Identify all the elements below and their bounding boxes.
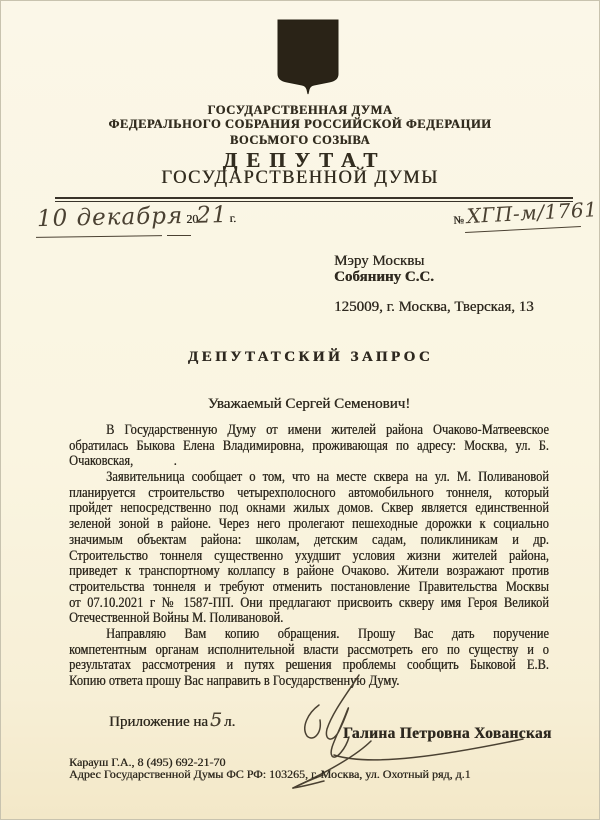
deputy-title-line1: ДЕПУТАТ bbox=[222, 148, 387, 172]
footer-contact: Карауш Г.А., 8 (495) 692-21-70 bbox=[69, 755, 226, 769]
body-line: Направляю Вам копию обращения. Прошу Вас дать поручение bbox=[105, 625, 549, 642]
body-line: строительства тоннеля и требуют отменить постановление Правительства Москвы bbox=[69, 578, 549, 595]
body-line: зеленой зоной в районе. Через него пролегают пешеходные дорожки к социально bbox=[69, 516, 549, 533]
header-divider-rule bbox=[55, 197, 573, 202]
org-name-line2: ФЕДЕРАЛЬНОГО СОБРАНИЯ РОССИЙСКОЙ ФЕДЕРАЦИИ bbox=[108, 117, 492, 131]
body-line: пройдет непосредственно под окнами жилых домов. Сквер является единственной bbox=[69, 500, 549, 517]
body-line: компетентным органам исполнительной власти рассмотреть его по существу и о bbox=[69, 641, 549, 658]
org-name-line3: ВОСЬМОГО СОЗЫВА bbox=[229, 133, 371, 147]
duma-emblem-shield bbox=[277, 19, 339, 97]
handwritten-page-count: 5 bbox=[209, 709, 223, 731]
footer-address: Адрес Государственной Думы ФС РФ: 103265, г. Москва, ул. Охотный ряд, д.1 bbox=[69, 767, 471, 781]
salutation: Уважаемый Сергей Семенович! bbox=[207, 396, 411, 412]
printed-year-prefix: 20 bbox=[186, 211, 199, 226]
handwritten-date: 10 декабря bbox=[36, 203, 184, 233]
attachment-suffix: л. bbox=[224, 714, 236, 730]
body-line: результатах рассмотрения и путях решения проблемы сообщить Быковой Е.В. bbox=[69, 657, 549, 674]
handwritten-year: 21 bbox=[195, 202, 228, 229]
deputy-title-line2: ГОСУДАРСТВЕННОЙ ДУМЫ bbox=[161, 168, 439, 188]
body-line: Строительство тоннеля существенно ухудшит условия жизни жителей района, bbox=[69, 547, 549, 564]
recipient-title: Мэру Москвы bbox=[334, 253, 425, 269]
number-sign-label: № bbox=[452, 214, 465, 227]
year-underline bbox=[167, 235, 191, 236]
body-line: В Государственную Думу от имени жителей района Очаково-Матвеевское bbox=[105, 422, 549, 438]
printed-year-suffix: г. bbox=[229, 210, 237, 226]
subject-title: ДЕПУТАТСКИЙ ЗАПРОС bbox=[187, 349, 434, 365]
signer-name: Галина Петровна Хованская bbox=[343, 725, 552, 742]
body-line: от 07.10.2021 г № 1587-ПП. Они предлагают присвоить скверу имя Героя Великой bbox=[69, 594, 549, 611]
body-line: Копию ответа прошу Вас направить в Государственную Думу. bbox=[69, 673, 400, 689]
body-line: планируется строительство четырехполосного автомобильного тоннеля, который bbox=[69, 484, 549, 501]
body-line: значимым объектам района: школам, детским садам, поликлиникам и др. bbox=[69, 531, 549, 548]
body-line: Отечественной Войны М. Поливановой. bbox=[69, 610, 284, 627]
recipient-address: 125009, г. Москва, Тверская, 13 bbox=[334, 299, 534, 315]
recipient-name: Собянину С.С. bbox=[334, 269, 434, 285]
attachment-note bbox=[109, 709, 235, 731]
org-name-line1: ГОСУДАРСТВЕННАЯ ДУМА bbox=[207, 103, 393, 117]
body-line: обратилась Быкова Елена Владимировна, проживающая по адресу: Москва, ул. Б. bbox=[69, 437, 549, 454]
attachment-prefix: Приложение на bbox=[109, 714, 208, 730]
date-underline bbox=[36, 235, 162, 238]
handwritten-number: ХГП-м/1761 bbox=[465, 197, 598, 229]
body-line: Очаковская, . bbox=[69, 453, 177, 470]
body-line: Заявительница сообщает о том, что на месте сквера на ул. М. Поливановой bbox=[105, 469, 549, 486]
body-line: приведет к транспортному коллапсу в районе Очаково. Жители возражают против bbox=[69, 563, 549, 580]
date-line bbox=[37, 202, 237, 232]
